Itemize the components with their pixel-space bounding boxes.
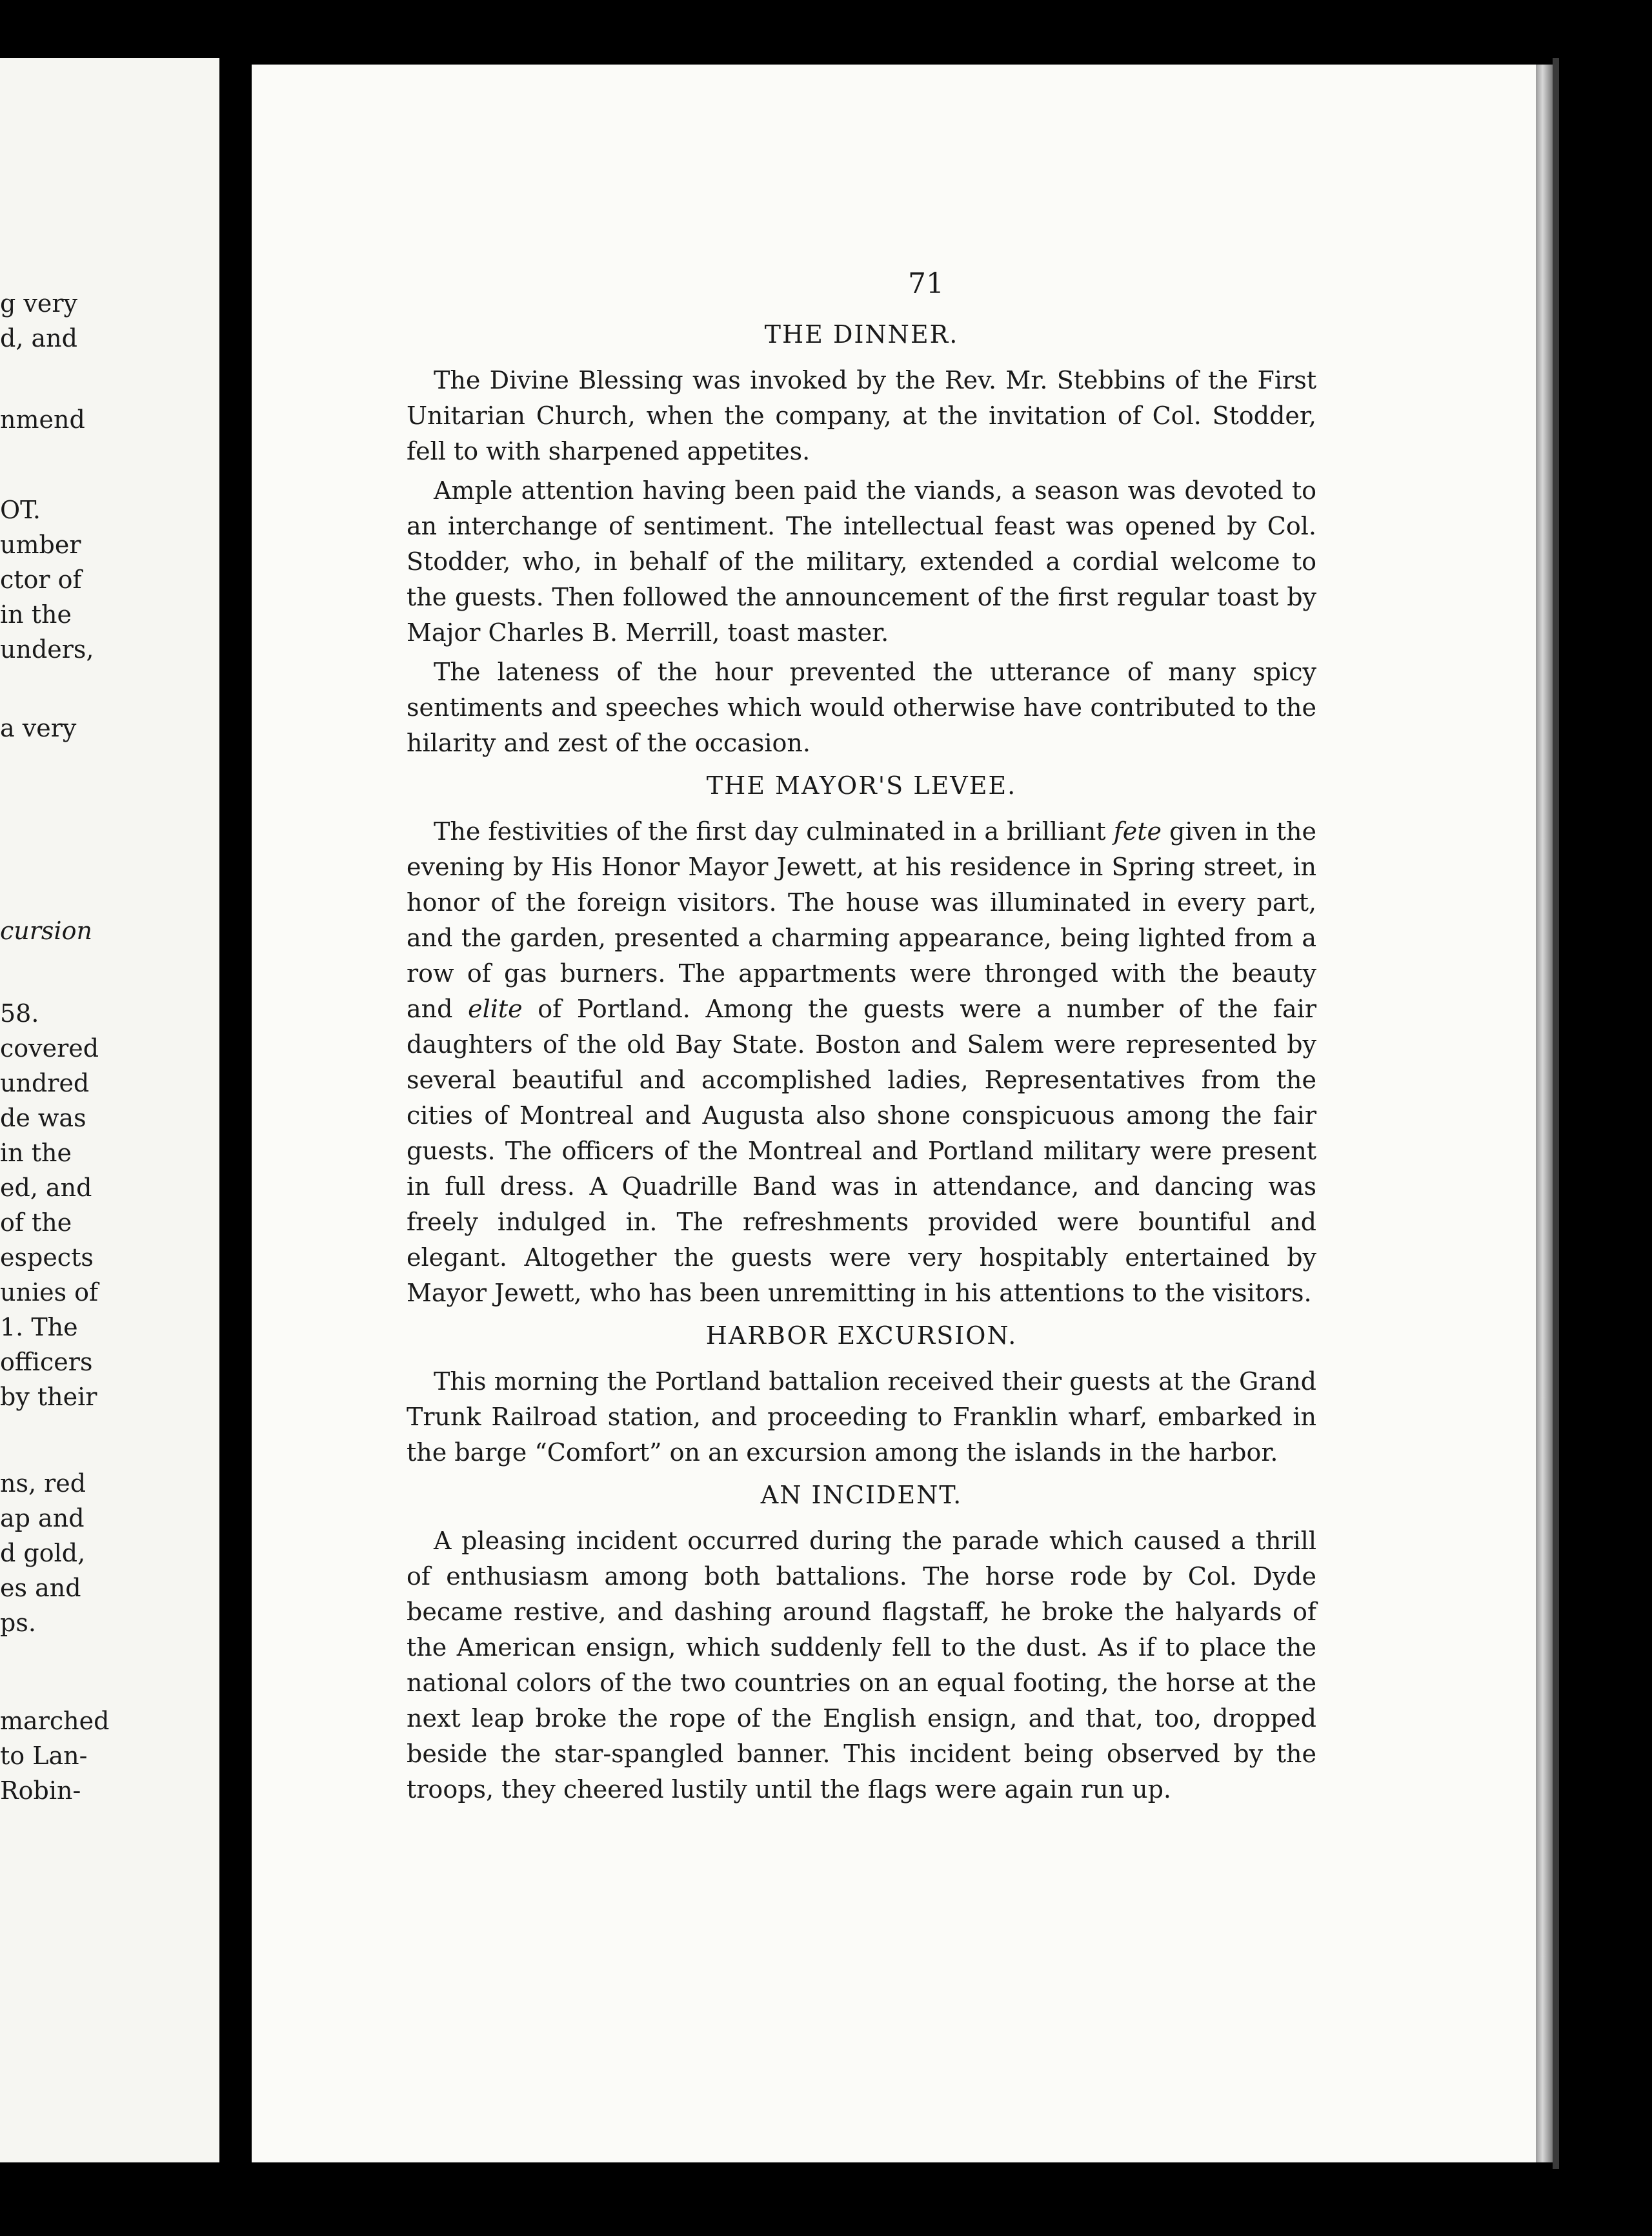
previous-page-text-fragment: to Lan- bbox=[0, 1742, 88, 1770]
section-heading-dinner: THE DINNER. bbox=[764, 320, 959, 349]
previous-page-text-fragment: ed, and bbox=[0, 1174, 92, 1202]
previous-page-text-fragment: ctor of bbox=[0, 565, 82, 594]
previous-page-text-fragment: covered bbox=[0, 1034, 99, 1062]
paragraph: A pleasing incident occurred during the parade which caused a thrill of enthusiasm among both battalions. The horse rode by Col. Dyde became restive, and dashing around flagstaff, he broke the halyards of the American ensign, which suddenly fell to the dust. As if to place the national colors of the two countries on an equal footing, the horse at the next leap broke the rope of the English ensign, and that, too, dropped beside the star-spangled banner. This incident being observed by the troops, they cheered lustily until the flags were again run up. bbox=[407, 1527, 1316, 1804]
previous-page-text-fragment: ps. bbox=[0, 1609, 36, 1637]
paragraph: The Divine Blessing was invoked by the Rev. Mr. Stebbins of the First Unitarian Church, when the company, at the invitation of Col. Stodder, fell to with sharpened appetites. bbox=[407, 366, 1316, 465]
previous-page-text-fragment: officers bbox=[0, 1348, 93, 1376]
previous-page-text-fragment: de was bbox=[0, 1104, 86, 1132]
book-page bbox=[252, 65, 1536, 2162]
previous-page-text-fragment: es and bbox=[0, 1574, 81, 1602]
previous-page-text-fragment: undred bbox=[0, 1069, 90, 1097]
previous-page-fragment bbox=[0, 58, 219, 2162]
section-heading-incident: AN INCIDENT. bbox=[760, 1481, 963, 1509]
book-spine-shadow bbox=[1553, 58, 1559, 2169]
previous-page-text-fragment: ap and bbox=[0, 1504, 85, 1532]
previous-page-text-fragment: 1. The bbox=[0, 1313, 78, 1341]
previous-page-text-fragment: in the bbox=[0, 600, 72, 629]
previous-page-text-fragment: d, and bbox=[0, 324, 77, 352]
previous-page-text-fragment: nmend bbox=[0, 405, 85, 434]
previous-page-text-fragment: a very bbox=[0, 714, 77, 742]
page-content bbox=[407, 265, 1316, 1811]
page-number: 71 bbox=[908, 267, 944, 300]
previous-page-text-fragment: umber bbox=[0, 531, 81, 559]
previous-page-text-fragment: cursion bbox=[0, 917, 92, 945]
previous-page-text-fragment: 58. bbox=[0, 999, 39, 1028]
previous-page-text-fragment: d gold, bbox=[0, 1539, 86, 1567]
previous-page-text-fragment: Robin- bbox=[0, 1776, 81, 1805]
previous-page-text-fragment: g very bbox=[0, 289, 77, 318]
paragraph: Ample attention having been paid the viands, a season was devoted to an interchange of sentiment. The intellectual feast was opened by Col. Stodder, who, in behalf of the military, extended a cordial welcome to the guests. Then followed the announcement of the first regular toast by Major Charles B. Merrill, toast master. bbox=[407, 476, 1316, 647]
previous-page-text-fragment: espects bbox=[0, 1243, 94, 1272]
previous-page-text-fragment: marched bbox=[0, 1707, 110, 1735]
paragraph: The festivities of the first day culminated in a brilliant fete given in the evening by His Honor Mayor Jewett, at his residence in Spring street, in honor of the foreign visitors. The house was illuminated in every part, and the garden, presented a charming appearance, being lighted from a row of gas burners. The appartments were thronged with the beauty and elite of Portland. Among the guests were a number of the fair daughters of the old Bay State. Boston and Salem were represented by several beautiful and accomplished ladies, Representatives from the cities of Montreal and Augusta also shone conspicuous among the fair guests. The officers of the Montreal and Portland military were present in full dress. A Quadrille Band was in attendance, and dancing was freely indulged in. The refreshments provided were bountiful and elegant. Altogether the guests were very hospitably entertained by Mayor Jewett, who has been unremitting in his attentions to the visitors. bbox=[407, 817, 1317, 1307]
paragraph: The lateness of the hour prevented the utterance of many spicy sentiments and speeches which would otherwise have contributed to the hilarity and zest of the occasion. bbox=[407, 658, 1316, 757]
page-gutter bbox=[219, 0, 252, 2236]
paragraph: This morning the Portland battalion received their guests at the Grand Trunk Railroad station, and proceeding to Franklin wharf, embarked in the barge “Comfort” on an excursion among the islands in the harbor. bbox=[407, 1367, 1316, 1467]
section-heading-mayors-levee: THE MAYOR'S LEVEE. bbox=[706, 771, 1017, 800]
section-heading-harbor-excursion: HARBOR EXCURSION. bbox=[705, 1321, 1018, 1350]
previous-page-text-fragment: ns, red bbox=[0, 1469, 86, 1498]
page-edge bbox=[1536, 65, 1553, 2162]
previous-page-text-fragment: unders, bbox=[0, 635, 94, 664]
previous-page-text-fragment: of the bbox=[0, 1208, 72, 1237]
previous-page-text-fragment: unies of bbox=[0, 1278, 99, 1306]
previous-page-text-fragment: OT. bbox=[0, 496, 41, 524]
previous-page-text-fragment: by their bbox=[0, 1383, 97, 1411]
previous-page-text-fragment: in the bbox=[0, 1139, 72, 1167]
